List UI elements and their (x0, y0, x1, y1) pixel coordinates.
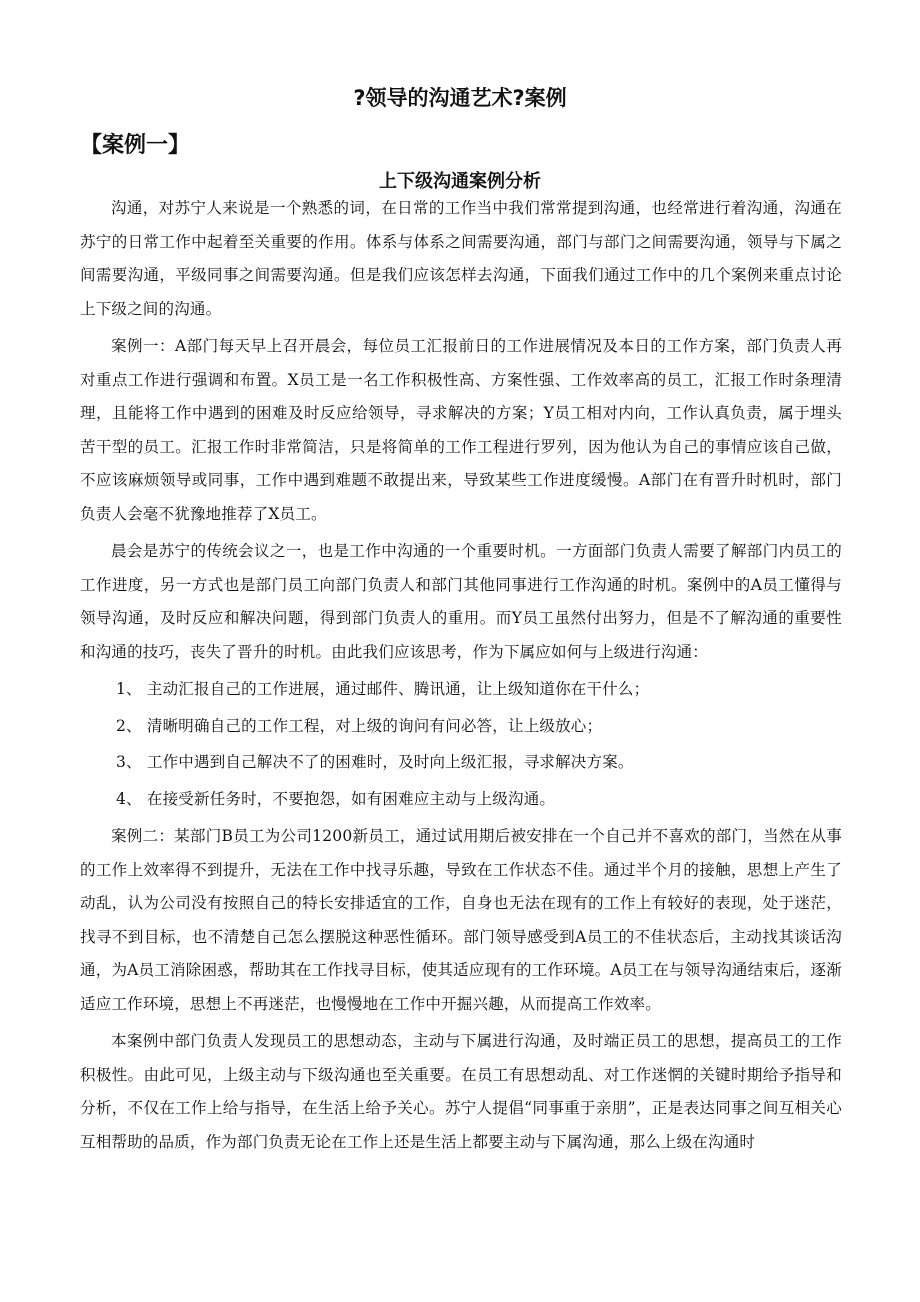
document-body (80, 192, 842, 1159)
section-subtitle: 上下级沟通案例分析 (379, 171, 541, 192)
list-item: 4、 在接受新任务时，不要抱怨，如有困难应主动与上级沟通。 (116, 789, 556, 808)
list-item: 2、 清晰明确自己的工作工程，对上级的询问有问必答，让上级放心； (116, 716, 603, 735)
list-item: 3、 工作中遇到自己解决不了的困难时，及时向上级汇报，寻求解决方案。 (116, 753, 634, 771)
intro-paragraph: 沟通，对苏宁人来说是一个熟悉的词，在日常的工作当中我们常常提到沟通，也经常进行着沟通，沟通在苏宁的日常工作中起着至关重要的作用。体系与体系之间需要沟通，部门与部门之间需要沟通，领导与下属之间需要沟通，平级同事之间需要沟通。但是我们应该怎样去沟通，下面我们通过工作中的几个案例来重点讨论上下级之间的沟通。 (80, 199, 842, 318)
list-item: 1、 主动汇报自己的工作进展，通过邮件、腾讯通，让上级知道你在干什么； (116, 680, 650, 698)
case2-paragraph: 案例二：某部门B员工为公司1200新员工，通过试用期后被安排在一个自己并不喜欢的部门，当然在从事的工作上效率得不到提升，无法在工作中找寻乐趣，导致在工作状态不佳。通过半个月的接触，思想上产生了动乱，认为公司没有按照自己的特长安排适宜的工作，自身也无法在现有的工作上有较好的表现，处于迷茫，找寻不到目标，也不清楚自己怎么摆脱这种恶性循环。部门领导感受到A员工的不佳状态后，主动找其谈话沟通，为A员工消除困惑，帮助其在工作找寻目标，使其适应现有的工作环境。A员工在与领导沟通结束后，逐渐适应工作环境，思想上不再迷茫，也慢慢地在工作中开掘兴趣，从而提高工作效率。 (80, 827, 842, 1013)
document-title: ?领导的沟通艺术?案例 (353, 86, 567, 110)
case-heading: 【案例一】 (80, 133, 191, 158)
case2-analysis-paragraph: 本案例中部门负责人发现员工的思想动态，主动与下属进行沟通，及时端正员工的思想，提高员工的工作积极性。由此可见，上级主动与下级沟通也至关重要。在员工有思想动乱、对工作迷惘的关键时期给予指导和分析，不仅在工作上给与指导，在生活上给予关心。苏宁人提倡“同事重于亲朋”，正是表达同事之间互相关心互相帮助的品质，作为部门负责无论在工作上还是生活上都要主动与下属沟通，那么上级在沟通时 (80, 1032, 842, 1151)
case1-paragraph: 案例一：A部门每天早上召开晨会，每位员工汇报前日的工作进展情况及本日的工作方案，部门负责人再对重点工作进行强调和布置。X员工是一名工作积极性高、方案性强、工作效率高的员工，汇报工作时条理清理，且能将工作中遇到的困难及时反应给领导，寻求解决的方案；Y员工相对内向，工作认真负责，属于埋头苦干型的员工。汇报工作时非常简洁，只是将简单的工作工程进行罗列，因为他认为自己的事情应该自己做，不应该麻烦领导或同事，工作中遇到难题不敢提出来，导致某些工作进度缓慢。A部门在有晋升时机时，部门负责人会毫不犹豫地推荐了X员工。 (80, 337, 842, 523)
case1-analysis-paragraph: 晨会是苏宁的传统会议之一，也是工作中沟通的一个重要时机。一方面部门负责人需要了解部门内员工的工作进度，另一方式也是部门员工向部门负责人和部门其他同事进行工作沟通的时机。案例中的A员工懂得与领导沟通，及时反应和解决问题，得到部门负责人的重用。而Y员工虽然付出努力，但是不了解沟通的重要性和沟通的技巧，丧失了晋升的时机。由此我们应该思考，作为下属应如何与上级进行沟通： (80, 542, 842, 661)
